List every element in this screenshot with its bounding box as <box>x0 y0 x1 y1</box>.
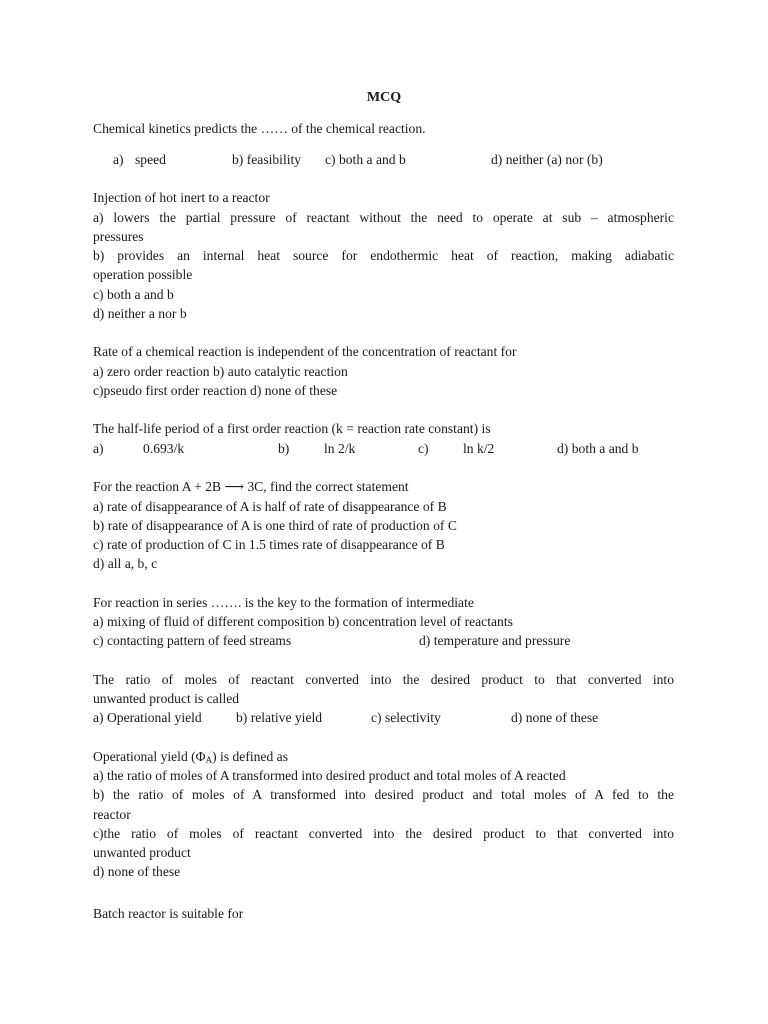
question-4-stem: The half-life period of a first order reaction (k = reaction rate constant) is <box>93 421 491 436</box>
question-3-stem: Rate of a chemical reaction is independent of the concentration of reactant for <box>93 344 517 359</box>
q2-option-a-line2: pressures <box>93 229 144 244</box>
q4-option-c: ln k/2 <box>463 441 495 456</box>
q8-option-c-line1: c)the ratio of moles of reactant converted into the desired product to that converted into <box>93 826 674 841</box>
q6-options-ab: a) mixing of fluid of different composition b) concentration level of reactants <box>93 614 513 629</box>
q7-option-b: b) relative yield <box>236 710 323 725</box>
question-6-options-cd <box>93 631 674 650</box>
q8-option-d: d) none of these <box>93 864 181 879</box>
q6-option-d: d) temperature and pressure <box>419 633 571 648</box>
q5-option-a: a) rate of disappearance of A is half of rate of disappearance of B <box>93 499 447 514</box>
question-1-options <box>93 150 674 169</box>
q7-option-c: c) selectivity <box>371 710 441 725</box>
q4-option-b: ln 2/k <box>324 441 356 456</box>
q8-stem-subscript: A <box>205 755 213 765</box>
page-title: MCQ <box>366 90 402 105</box>
question-4-options <box>93 439 674 458</box>
q3-options-cd: c)pseudo first order reaction d) none of these <box>93 383 338 398</box>
q8-option-b-line1: b) the ratio of moles of A transformed into desired product and total moles of A fed to the <box>93 787 674 802</box>
q2-option-b-line2: operation possible <box>93 267 193 282</box>
q1-option-d: d) neither (a) nor (b) <box>491 152 603 167</box>
q8-stem-pre: Operational yield (Φ <box>93 749 206 764</box>
q1-option-a: speed <box>135 152 166 167</box>
question-7-stem-line1: The ratio of moles of reactant converted into the desired product to that converted into <box>93 672 674 687</box>
q5-option-d: d) all a, b, c <box>93 556 158 571</box>
question-1-stem: Chemical kinetics predicts the …… of the chemical reaction. <box>93 121 426 136</box>
q2-option-c: c) both a and b <box>93 287 174 302</box>
q7-option-a: a) Operational yield <box>93 710 202 725</box>
question-2-stem: Injection of hot inert to a reactor <box>93 190 270 205</box>
q4-option-a-label: a) <box>93 441 104 456</box>
q4-option-d: d) both a and b <box>557 441 639 456</box>
q5-option-c: c) rate of production of C in 1.5 times rate of disappearance of B <box>93 537 445 552</box>
q5-option-b: b) rate of disappearance of A is one third of rate of production of C <box>93 518 457 533</box>
q1-option-a-label: a) <box>113 152 124 167</box>
question-9-stem: Batch reactor is suitable for <box>93 906 244 921</box>
question-8-stem <box>93 747 674 766</box>
q2-option-a-line1: a) lowers the partial pressure of reactant without the need to operate at sub – atmospheric <box>93 210 674 225</box>
q2-option-b-line1: b) provides an internal heat source for endothermic heat of reaction, making adiabatic <box>93 248 674 263</box>
question-7-stem-line2: unwanted product is called <box>93 691 240 706</box>
q3-options-ab: a) zero order reaction b) auto catalytic reaction <box>93 364 348 379</box>
question-7-options <box>93 708 674 727</box>
q2-option-d: d) neither a nor b <box>93 306 187 321</box>
question-5-stem: For the reaction A + 2B ⟶ 3C, find the correct statement <box>93 479 409 494</box>
q4-option-a: 0.693/k <box>143 441 185 456</box>
q6-option-c: c) contacting pattern of feed streams <box>93 633 292 648</box>
q1-option-b: b) feasibility <box>232 152 302 167</box>
q8-option-a: a) the ratio of moles of A transformed into desired product and total moles of A reacted <box>93 768 566 783</box>
q1-option-c: c) both a and b <box>325 152 406 167</box>
question-6-stem: For reaction in series ……. is the key to the formation of intermediate <box>93 595 474 610</box>
q8-option-c-line2: unwanted product <box>93 845 191 860</box>
q8-option-b-line2: reactor <box>93 807 131 822</box>
q4-option-c-label: c) <box>418 441 429 456</box>
q8-stem-post: ) is defined as <box>212 749 288 764</box>
q4-option-b-label: b) <box>278 441 290 456</box>
q7-option-d: d) none of these <box>511 710 599 725</box>
